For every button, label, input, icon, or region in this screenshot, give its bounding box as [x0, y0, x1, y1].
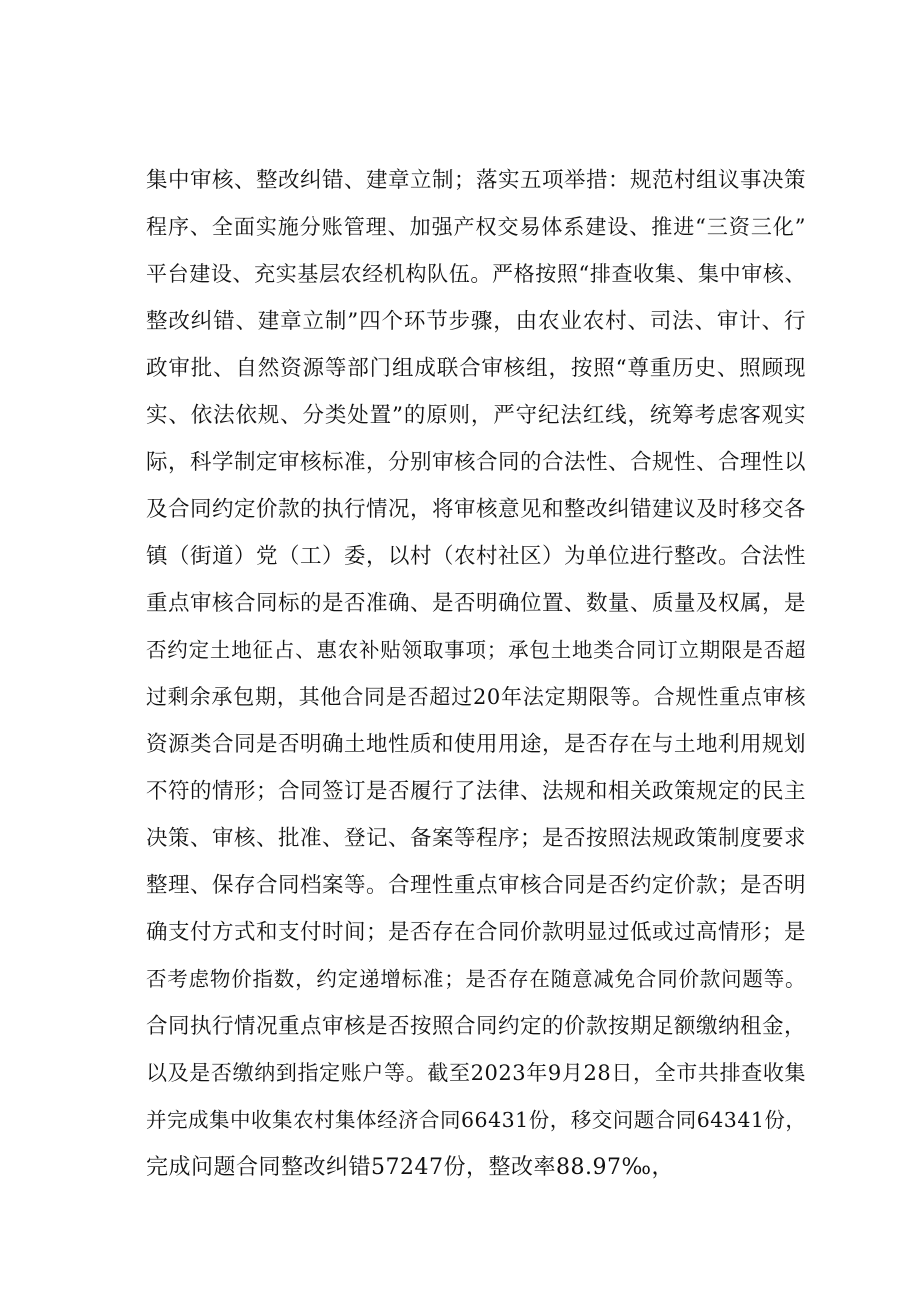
- text-line: 决策、审核、批准、登记、备案等程序；是否按照法规政策制度要求: [146, 826, 807, 851]
- text-line: 重点审核合同标的是否准确、是否明确位置、数量、质量及权属，是: [146, 591, 807, 616]
- body-paragraph: [146, 157, 806, 1191]
- text-line: 及合同约定价款的执行情况，将审核意见和整改纠错建议及时移交各: [146, 497, 807, 522]
- text-line: 政审批、自然资源等部门组成联合审核组，按照“尊重历史、照顾现: [146, 356, 806, 381]
- text-line: 程序、全面实施分账管理、加强产权交易体系建设、推进“三资三化”: [146, 215, 806, 239]
- text-line: 以及是否缴纳到指定账户等。截至2023年9月28日，全市共排查收集: [146, 1061, 806, 1085]
- text-line: 否考虑物价指数，约定递增标准；是否存在随意减免合同价款问题等。: [146, 967, 806, 991]
- text-line: 集中审核、整改纠错、建章立制；落实五项举措：规范村组议事决策: [146, 168, 807, 193]
- text-line: 否约定土地征占、惠农补贴领取事项；承包土地类合同订立期限是否超: [146, 638, 806, 662]
- text-line-last: 完成问题合同整改纠错57247份，整改率88.97‰，: [146, 1155, 674, 1180]
- text-line: 确支付方式和支付时间；是否存在合同价款明显过低或过高情形；是: [146, 920, 807, 945]
- text-line: 合同执行情况重点审核是否按照合同约定的价款按期足额缴纳租金，: [146, 1014, 807, 1039]
- text-line: 实、依法依规、分类处置”的原则，严守纪法红线，统筹考虑客观实: [146, 403, 806, 428]
- text-line: 平台建设、充实基层农经机构队伍。严格按照“排查收集、集中审核、: [146, 262, 806, 286]
- text-line: 不符的情形；合同签订是否履行了法律、法规和相关政策规定的民主: [146, 779, 807, 804]
- text-line: 资源类合同是否明确土地性质和使用用途，是否存在与土地利用规划: [146, 732, 807, 757]
- text-line: 过剩余承包期，其他合同是否超过20年法定期限等。合规性重点审核: [146, 685, 806, 709]
- text-line: 镇（街道）党（工）委，以村（农村社区）为单位进行整改。合法性: [146, 544, 807, 569]
- text-line: 际，科学制定审核标准，分别审核合同的合法性、合规性、合理性以: [146, 450, 807, 475]
- text-line: 并完成集中收集农村集体经济合同66431份，移交问题合同64341份，: [146, 1108, 807, 1132]
- text-line: 整改纠错、建章立制”四个环节步骤，由农业农村、司法、审计、行: [146, 309, 806, 334]
- text-line: 整理、保存合同档案等。合理性重点审核合同是否约定价款；是否明: [146, 873, 807, 898]
